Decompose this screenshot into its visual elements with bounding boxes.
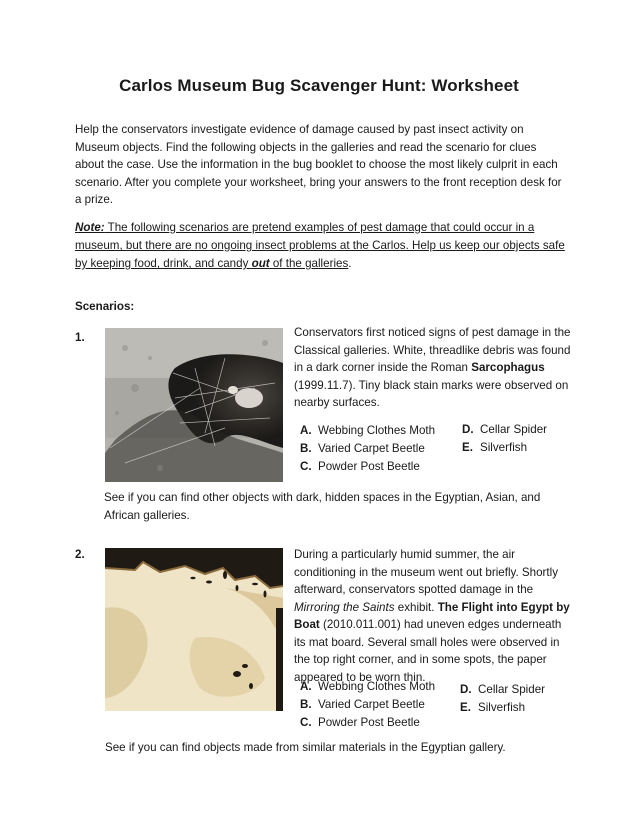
scenario-1-hint: See if you can find other objects with dark, hidden spaces in the Egyptian, Asian, and African galleries. — [104, 491, 541, 522]
scenario-2-choice-a[interactable] — [300, 680, 435, 693]
scenario-2-exhibit-name: Mirroring the Saints — [294, 600, 395, 614]
choice-text: Powder Post Beetle — [318, 716, 420, 729]
choice-letter: D. — [460, 683, 472, 696]
scenario-2-description — [294, 546, 574, 686]
note-end: . — [348, 257, 352, 270]
choice-letter: A. — [300, 680, 312, 693]
scenario-2-desc-e: (2010.011.001) had uneven edges underneath its mat board. Several small holes were observed in the top right corner, and in some spots, the paper appeared to be worn thin. — [294, 618, 562, 684]
choice-text: Powder Post Beetle — [318, 460, 420, 473]
scenario-2-choice-b[interactable] — [300, 698, 425, 711]
choice-text: Silverfish — [480, 441, 528, 454]
choice-text: Webbing Clothes Moth — [318, 680, 436, 693]
scenario-1-choice-a[interactable] — [300, 424, 435, 437]
scenario-1-photo — [105, 328, 283, 482]
choice-letter: B. — [300, 698, 312, 711]
scenario-2-choice-d[interactable] — [460, 683, 545, 696]
damaged-paper-photo-icon — [105, 548, 283, 711]
scenario-2-hint: See if you can find objects made from similar materials in the Egyptian gallery. — [105, 741, 506, 754]
choice-letter: C. — [300, 716, 312, 729]
scenario-1-desc-a: Conservators first noticed signs of pest damage in the Classical galleries. White, threadlike debris was found in a dark corner inside the Roman — [294, 326, 571, 374]
scenario-1-choice-c[interactable] — [300, 460, 420, 473]
scenario-1-choice-b[interactable] — [300, 442, 425, 455]
scenario-1-choice-d[interactable] — [462, 423, 547, 436]
choice-text: Cellar Spider — [478, 683, 546, 696]
choice-text: Varied Carpet Beetle — [318, 698, 425, 711]
choice-text: Varied Carpet Beetle — [318, 442, 425, 455]
choice-letter: E. — [462, 441, 473, 454]
scenario-2-photo — [105, 548, 283, 711]
scenario-1-object-name: Sarcophagus — [471, 361, 545, 374]
choice-text: Webbing Clothes Moth — [318, 424, 436, 437]
intro-paragraph: Help the conservators investigate evidence of damage caused by past insect activity on Museum objects. Find the following objects in the galleries and read the scenario for clues about the case. Use the information in the bug booklet to choose the most likely culprit in each scenario. After you complete your worksheet, bring your answers to the front reception desk for a prize. — [75, 123, 562, 206]
scenario-1-desc-c: (1999.11.7). Tiny black stain marks were observed on nearby surfaces. — [294, 378, 569, 409]
choice-letter: A. — [300, 424, 312, 437]
note-lead: Note: — [75, 221, 105, 234]
choice-letter: C. — [300, 460, 312, 473]
scenario-2-desc-a: During a particularly humid summer, the air conditioning in the museum went out briefly. Shortly afterward, conservators spotted damage in the — [294, 548, 559, 596]
scenario-1-choice-e[interactable] — [462, 441, 527, 454]
scenario-2-choice-c[interactable] — [300, 716, 420, 729]
scenarios-heading: Scenarios: — [75, 300, 135, 313]
scenario-1-number: 1. — [75, 331, 85, 344]
choice-text: Silverfish — [478, 701, 526, 714]
note-paragraph — [75, 219, 567, 273]
cobweb-photo-icon — [105, 328, 283, 482]
scenario-2-desc-c: exhibit. — [394, 600, 438, 614]
choice-text: Cellar Spider — [480, 423, 548, 436]
choice-letter: B. — [300, 442, 312, 455]
note-text-2: of the galleries — [269, 257, 349, 270]
choice-letter: E. — [460, 701, 471, 714]
scenario-1-description — [294, 324, 574, 412]
note-text-1: The following scenarios are pretend examples of pest damage that could occur in a museum, but there are no ongoing insect problems at the Carlos. Help us keep our objects safe by keeping food, drink, and candy — [75, 221, 565, 270]
note-emphasis: out — [251, 257, 270, 270]
choice-letter: D. — [462, 423, 474, 436]
scenario-2-object-name: The Flight into Egypt by Boat — [294, 600, 570, 631]
scenario-2-choice-e[interactable] — [460, 701, 525, 714]
page-title: Carlos Museum Bug Scavenger Hunt: Worksheet — [119, 76, 519, 95]
scenario-2-number: 2. — [75, 548, 85, 561]
